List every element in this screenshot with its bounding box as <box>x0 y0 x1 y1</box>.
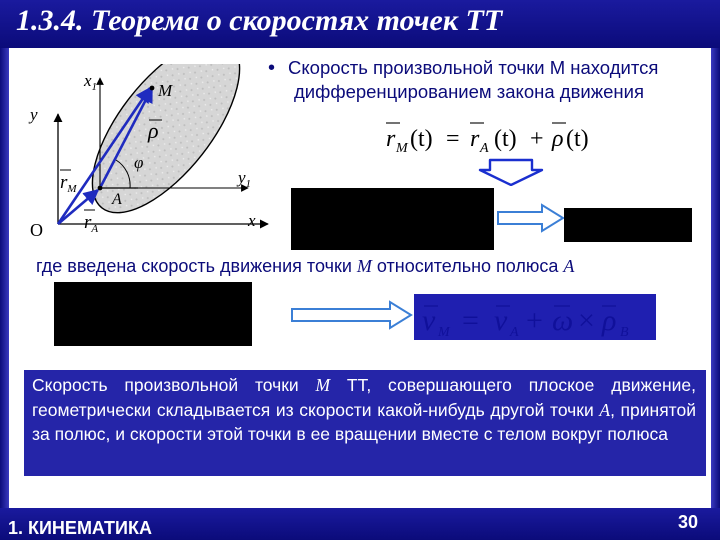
label-y: y <box>30 105 38 124</box>
bullet-line-2: дифференцированием закона движения <box>294 81 644 102</box>
velocity-equals: = <box>462 304 479 337</box>
down-arrow <box>478 158 544 186</box>
formula-r-m: r <box>386 126 396 152</box>
formula-arg-3: (t) <box>566 126 589 152</box>
slide-title: 1.3.4. Теорема о скоростях точек ТТ <box>16 4 503 37</box>
formula-r-a-sub: A <box>480 141 489 156</box>
velocity-v-m-sub: M <box>438 325 450 340</box>
bullet-marker: • <box>268 57 276 79</box>
footer-section-label: 1. КИНЕМАТИКА <box>8 518 152 538</box>
page-number: 30 <box>678 512 699 532</box>
label-x: x <box>248 211 256 230</box>
label-x1: $x_1$ <box>84 71 98 93</box>
label-phi: φ <box>134 153 144 172</box>
bullet-text <box>288 56 708 104</box>
formula-arg-1: (t) <box>410 126 433 152</box>
position-formula <box>380 114 620 158</box>
formula-rho: ρ <box>552 126 564 152</box>
left-border-stripe <box>0 48 9 508</box>
velocity-v-m: v <box>422 304 436 337</box>
velocity-times: × <box>578 304 595 337</box>
formula-equals: = <box>446 126 460 152</box>
formula-arg-2: (t) <box>494 126 517 152</box>
where-text: где введена скорость движения точки М относительно полюса А <box>36 256 575 276</box>
formula-r-a: r <box>470 126 480 152</box>
formula-r-m-sub: M <box>396 141 408 156</box>
label-m: M <box>158 81 173 100</box>
right-border-stripe <box>711 48 720 508</box>
bullet-line-1: Скорость произвольной точки М находится <box>288 57 659 78</box>
right-arrow-1 <box>496 203 566 233</box>
label-rho: ρ <box>148 118 159 143</box>
label-y1: $y_1$ <box>238 168 252 190</box>
velocity-plus: + <box>526 304 543 337</box>
label-r-m: $r_M$ <box>60 172 77 195</box>
velocity-omega: ω <box>552 304 574 337</box>
right-arrow-2 <box>290 300 414 330</box>
point-a <box>98 186 103 191</box>
label-r-a: $r_A$ <box>84 212 99 235</box>
point-m <box>150 86 155 91</box>
label-o: O <box>30 220 43 240</box>
conclusion-text: Скорость произвольной точки М ТТ, совершающего плоское движение, геометрически складывается из скорости какой-нибудь другой точки А, принятой за полюс, и скорости этой точки в ее вращении вместе с телом вокруг полюса <box>32 375 697 444</box>
velocity-formula <box>416 294 654 340</box>
velocity-rho: ρ <box>602 304 617 337</box>
label-a: A <box>112 191 122 208</box>
formula-plus: + <box>530 126 544 152</box>
redacted-derivative-box <box>291 188 494 250</box>
velocity-v-a: v <box>494 304 508 337</box>
velocity-rho-sub: B <box>620 325 629 340</box>
velocity-v-a-sub: A <box>510 325 519 340</box>
redacted-relative-velocity-box <box>54 282 252 346</box>
kinematics-diagram <box>18 64 280 242</box>
redacted-result-box <box>564 208 692 242</box>
